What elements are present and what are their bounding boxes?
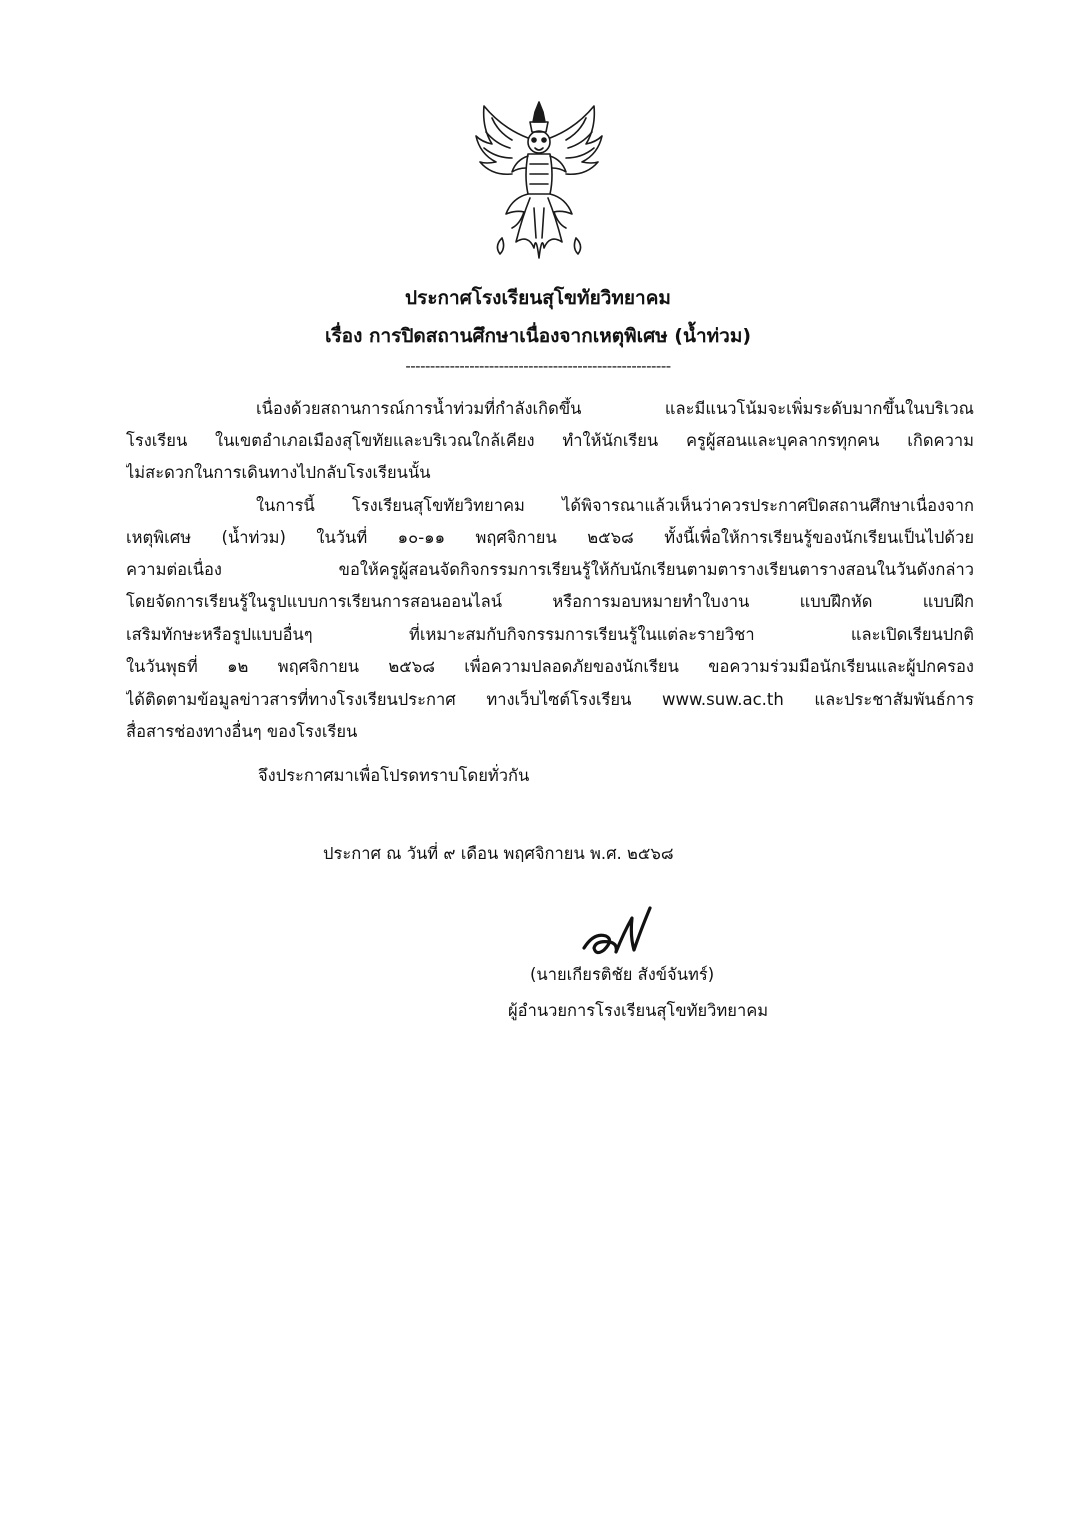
paragraph-1-line: เนื่องด้วยสถานการณ์การน้ำท่วมที่กำลังเกิดขึ้น และมีแนวโน้มจะเพิ่มระดับมากขึ้นในบริเวณ [256, 399, 974, 418]
paragraph-1-line: ไม่สะดวกในการเดินทางไปกลับโรงเรียนนั้น [126, 463, 431, 482]
signer-position: ผู้อำนวยการโรงเรียนสุโขทัยวิทยาคม [508, 1001, 769, 1020]
paragraph-2-line: เหตุพิเศษ (น้ำท่วม) ในวันที่ ๑๐-๑๑ พฤศจิกายน ๒๕๖๘ ทั้งนี้เพื่อให้การเรียนรู้ของนักเรียนเป็นไปด้วย [126, 528, 974, 547]
signer-name: (นายเกียรติชัย สังข์จันทร์) [530, 965, 715, 984]
garuda-emblem-icon [472, 98, 606, 260]
announcement-date: ประกาศ ณ วันที่ ๙ เดือน พฤศจิกายน พ.ศ. ๒๕๖๘ [323, 844, 674, 863]
paragraph-2-line: ความต่อเนื่อง ขอให้ครูผู้สอนจัดกิจกรรมการเรียนรู้ให้กับนักเรียนตามตารางเรียนตารางสอนในวันดังกล่าว [126, 560, 974, 579]
paragraph-1-line: โรงเรียน ในเขตอำเภอเมืองสุโขทัยและบริเวณใกล้เคียง ทำให้นักเรียน ครูผู้สอนและบุคลากรทุกคน เกิดความ [126, 431, 974, 450]
paragraph-2-line: โดยจัดการเรียนรู้ในรูปแบบการเรียนการสอนออนไลน์ หรือการมอบหมายทำใบงาน แบบฝึกหัด แบบฝึก [126, 592, 974, 611]
announcement-title: ประกาศโรงเรียนสุโขทัยวิทยาคม [405, 287, 671, 309]
paragraph-2-line: สื่อสารช่องทางอื่นๆ ของโรงเรียน [126, 722, 358, 741]
paragraph-2-line: ในการนี้ โรงเรียนสุโขทัยวิทยาคม ได้พิจารณาแล้วเห็นว่าควรประกาศปิดสถานศึกษาเนื่องจาก [256, 496, 974, 515]
closing-statement: จึงประกาศมาเพื่อโปรดทราบโดยทั่วกัน [258, 766, 530, 785]
announcement-subject: เรื่อง การปิดสถานศึกษาเนื่องจากเหตุพิเศษ (น้ำท่วม) [324, 325, 752, 347]
handwritten-signature-icon [580, 902, 660, 960]
title-separator: ------------------------------------------------------ [405, 357, 671, 375]
paragraph-2-line: ในวันพุธที่ ๑๒ พฤศจิกายน ๒๕๖๘ เพื่อความปลอดภัยของนักเรียน ขอความร่วมมือนักเรียนและผู้ปกครอง [126, 657, 974, 676]
paragraph-2-line: ได้ติดตามข้อมูลข่าวสารที่ทางโรงเรียนประกาศ ทางเว็บไซต์โรงเรียน www.suw.ac.th และประชาสัมพันธ์การ [126, 690, 974, 709]
paragraph-2-line: เสริมทักษะหรือรูปแบบอื่นๆ ที่เหมาะสมกับกิจกรรมการเรียนรู้ในแต่ละรายวิชา และเปิดเรียนปกติ [126, 625, 974, 644]
